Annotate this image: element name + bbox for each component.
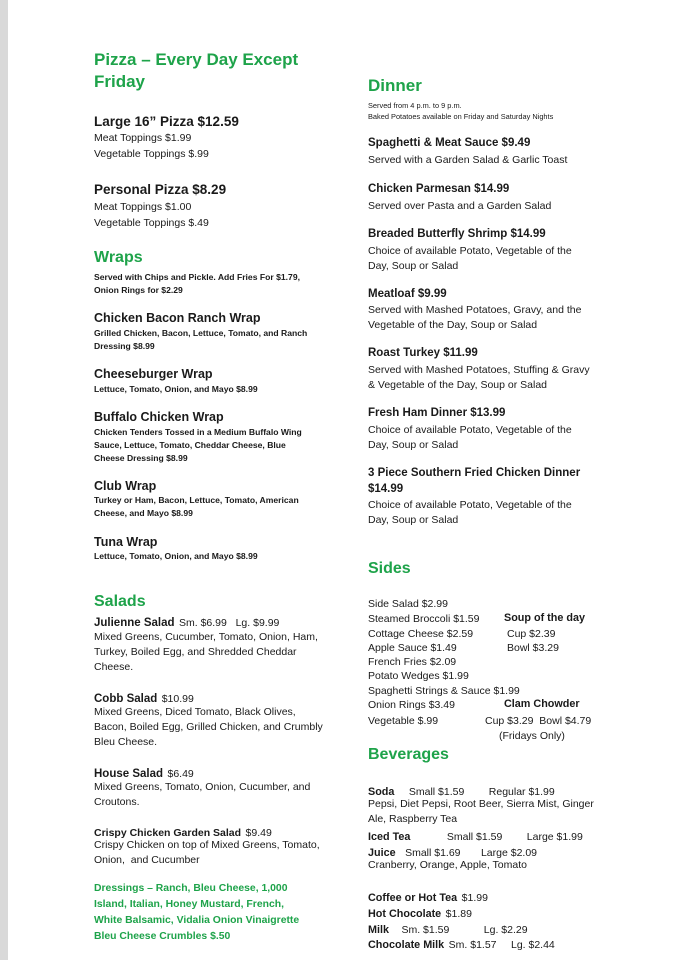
soda-regular: Regular $1.99 [488, 786, 555, 798]
beverages-heading: Beverages [368, 746, 449, 763]
cobb-name: Cobb Salad [94, 693, 158, 705]
salad-desc-line: Bacon, Boiled Egg, Grilled Chicken, and Crumbly [94, 721, 323, 733]
wrap-desc-line: Sauce, Lettuce, Tomato, Cheddar Cheese, Blue [94, 440, 286, 450]
salad-desc-line: Crispy Chicken on top of Mixed Greens, Tomato, [94, 839, 320, 851]
salad-desc-line: Onion, and Cucumber [94, 854, 200, 866]
julienne-title-row [94, 613, 279, 631]
juice-label: Juice [368, 847, 396, 859]
chowder-note: (Fridays Only) [499, 730, 565, 742]
dinner-item-title: $14.99 [368, 483, 404, 495]
hot-chocolate-price: $1.89 [445, 908, 472, 920]
dinner-item-title: Meatloaf $9.99 [368, 288, 447, 300]
soda-flavors: Ale, Raspberry Tea [368, 813, 458, 825]
dressings-line: White Balsamic, Vidalia Onion Vinaigrette [94, 915, 300, 926]
house-name: House Salad [94, 768, 164, 780]
wrap-title: Buffalo Chicken Wrap [94, 410, 224, 424]
dinner-item-desc: Served with a Garden Salad & Garlic Toast [368, 154, 568, 166]
salad-desc-line: Mixed Greens, Tomato, Onion, Cucumber, and [94, 781, 311, 793]
soup-bowl: Bowl $3.29 [507, 642, 559, 654]
soda-label: Soda [368, 786, 395, 798]
dinner-item-desc: Vegetable of the Day, Soup or Salad [368, 319, 538, 331]
dinner-item-desc: & Vegetable of the Day, Soup or Salad [368, 379, 548, 391]
dinner-item-desc: Served over Pasta and a Garden Salad [368, 200, 552, 212]
juice-small: Small $1.69 [405, 847, 461, 859]
side-item: Potato Wedges $1.99 [368, 670, 469, 682]
wrap-title: Chicken Bacon Ranch Wrap [94, 311, 261, 325]
salad-desc-line: Mixed Greens, Diced Tomato, Black Olives, [94, 706, 296, 718]
dinner-item-title: Chicken Parmesan $14.99 [368, 183, 510, 195]
cobb-price: $10.99 [161, 693, 194, 705]
wrap-desc-line: Lettuce, Tomato, Onion, and Mayo $8.99 [94, 551, 258, 561]
side-item: Onion Rings $3.49 [368, 699, 455, 711]
salad-desc-line: Mixed Greens, Cucumber, Tomato, Onion, Ham, [94, 631, 318, 643]
dinner-item-desc: Choice of available Potato, Vegetable of the [368, 499, 572, 511]
salads-heading: Salads [94, 593, 146, 610]
dinner-item-desc: Choice of available Potato, Vegetable of the [368, 424, 572, 436]
dinner-item-title: Spaghetti & Meat Sauce $9.49 [368, 137, 531, 149]
wrap-desc-line: Chicken Tenders Tossed in a Medium Buffalo Wing [94, 427, 302, 437]
juice-flavors: Cranberry, Orange, Apple, Tomato [368, 859, 527, 871]
dinner-note-line2: Baked Potatoes available on Friday and Saturday Nights [368, 112, 554, 121]
dinner-note-line1: Served from 4 p.m. to 9 p.m. [368, 101, 462, 110]
milk-sm: Sm. $1.59 [401, 924, 450, 936]
large-pizza-meat: Meat Toppings $1.99 [94, 132, 192, 144]
chocolate-milk-label: Chocolate Milk [368, 939, 445, 951]
large-pizza-veg: Vegetable Toppings $.99 [94, 148, 209, 160]
pizza-heading-line2: Friday [94, 72, 146, 91]
dinner-item-desc: Day, Soup or Salad [368, 514, 459, 526]
personal-pizza-meat: Meat Toppings $1.00 [94, 201, 192, 213]
page-edge-shadow [0, 0, 8, 960]
juice-large: Large $2.09 [480, 847, 538, 859]
side-item: French Fries $2.09 [368, 656, 457, 668]
crispy-name: Crispy Chicken Garden Salad [94, 827, 242, 839]
sides-heading: Sides [368, 560, 411, 577]
soda-small: Small $1.59 [408, 786, 465, 798]
dinner-item-desc: Choice of available Potato, Vegetable of the [368, 245, 572, 257]
chowder-title: Clam Chowder [504, 698, 580, 710]
dressings-line: Dressings – Ranch, Bleu Cheese, 1,000 [94, 883, 288, 894]
iced-tea-large: Large $1.99 [526, 831, 583, 843]
salad-desc-line: Cheese. [94, 661, 134, 673]
large-pizza-title: Large 16” Pizza $12.59 [94, 114, 239, 129]
salad-desc-line: Turkey, Boiled Egg, and Shredded Cheddar [94, 646, 297, 658]
wraps-note-line2: Onion Rings for $2.29 [94, 285, 183, 295]
wrap-desc-line: Grilled Chicken, Bacon, Lettuce, Tomato, and Ranch [94, 328, 308, 338]
pizza-heading-line1: Pizza – Every Day Except [94, 50, 299, 69]
dinner-item-desc: Served with Mashed Potatoes, Stuffing & Gravy [368, 364, 590, 376]
julienne-name: Julienne Salad [94, 617, 175, 629]
wrap-desc-line: Turkey or Ham, Bacon, Lettuce, Tomato, American [94, 495, 299, 505]
iced-tea-label: Iced Tea [368, 831, 411, 843]
wrap-desc-line: Cheese, and Mayo $8.99 [94, 508, 193, 518]
side-item: Vegetable $.99 [368, 715, 439, 727]
chocolate-milk-row [368, 935, 555, 953]
soda-flavors: Pepsi, Diet Pepsi, Root Beer, Sierra Mist, Ginger [368, 798, 594, 810]
coffee-label: Coffee or Hot Tea [368, 892, 458, 904]
soup-title: Soup of the day [504, 612, 585, 624]
milk-label: Milk [368, 924, 389, 936]
hot-chocolate-label: Hot Chocolate [368, 908, 442, 920]
dinner-item-desc: Day, Soup or Salad [368, 260, 459, 272]
personal-pizza-veg: Vegetable Toppings $.49 [94, 217, 209, 229]
side-item: Steamed Broccoli $1.59 [368, 613, 480, 625]
wrap-title: Tuna Wrap [94, 535, 158, 549]
wraps-note-line1: Served with Chips and Pickle. Add Fries For $1.79, [94, 272, 300, 282]
chowder-prices: Cup $3.29 Bowl $4.79 [485, 715, 592, 727]
wrap-title: Club Wrap [94, 479, 157, 493]
dinner-heading: Dinner [368, 76, 422, 95]
dressings-line: Island, Italian, Honey Mustard, French, [94, 899, 284, 910]
wrap-desc-line: Dressing $8.99 [94, 341, 155, 351]
salad-desc-line: Croutons. [94, 796, 140, 808]
wraps-heading: Wraps [94, 249, 143, 266]
dressings-line: Bleu Cheese Crumbles $.50 [94, 931, 231, 942]
dinner-item-desc: Day, Soup or Salad [368, 439, 459, 451]
wrap-desc-line: Lettuce, Tomato, Onion, and Mayo $8.99 [94, 384, 258, 394]
iced-tea-small: Small $1.59 [446, 831, 503, 843]
personal-pizza-title: Personal Pizza $8.29 [94, 182, 227, 197]
crispy-price: $9.49 [245, 827, 272, 839]
wrap-desc-line: Cheese Dressing $8.99 [94, 453, 188, 463]
dinner-item-title: Fresh Ham Dinner $13.99 [368, 407, 506, 419]
side-item: Side Salad $2.99 [368, 598, 448, 610]
chocolate-milk-sm: Sm. $1.57 [448, 939, 497, 951]
dinner-item-desc: Served with Mashed Potatoes, Gravy, and the [368, 304, 582, 316]
dinner-item-title: Breaded Butterfly Shrimp $14.99 [368, 228, 546, 240]
wrap-title: Cheeseburger Wrap [94, 367, 213, 381]
coffee-price: $1.99 [461, 892, 488, 904]
dinner-item-title: Roast Turkey $11.99 [368, 347, 478, 359]
dinner-item-title: 3 Piece Southern Fried Chicken Dinner [368, 467, 581, 479]
milk-lg: Lg. $2.29 [483, 924, 528, 936]
side-item: Apple Sauce $1.49 [368, 642, 457, 654]
chocolate-milk-lg: Lg. $2.44 [510, 939, 555, 951]
side-item: Spaghetti Strings & Sauce $1.99 [368, 685, 520, 697]
soup-cup: Cup $2.39 [507, 628, 556, 640]
house-price: $6.49 [167, 768, 194, 780]
julienne-prices: Sm. $6.99 Lg. $9.99 [178, 617, 280, 629]
side-item: Cottage Cheese $2.59 [368, 628, 474, 640]
salad-desc-line: Bleu Cheese. [94, 736, 158, 748]
